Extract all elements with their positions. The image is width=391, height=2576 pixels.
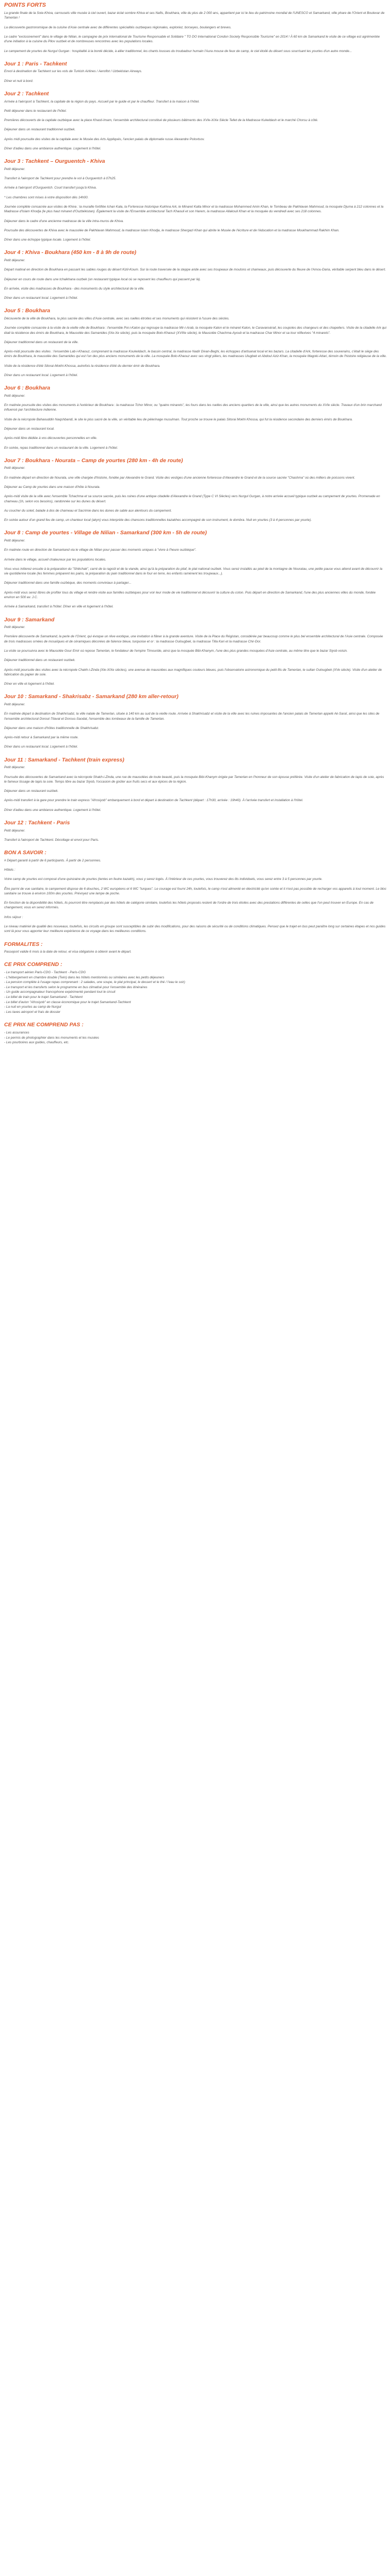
bon-a-savoir-title: BON A SAVOIR : bbox=[4, 850, 46, 856]
day-paragraph: Arrivée dans le village, accueil chaleureux par les populations locales. bbox=[4, 557, 106, 562]
day-paragraph: Transfert à l'aéroport de Tachkent. Décollage et envol pour Paris. bbox=[4, 838, 99, 842]
info-paragraph: Être parmi de vue sanitaire, le campement dispose de 6 douches, 2 WC européens et 6 WC "turques". Le courage est fourni 24h, toutefois, le camp n'est alimenté en électricité qu'en soirée et il n'est pas possible de recharger vos appareils à tout moment. Le bloc sanitaire se trouve à environ 100m des yourtes. Prévoyez une lampe de poche. bbox=[4, 887, 387, 895]
day-paragraph: Visite de la nécropole Bahaouddin Naqshbandi, le site le plus sacré de la ville, un véritable lieu de pèlerinage musulman. Tout proche se trouve le palais Sitorai Mokhi Khossa, qui fut la résidence secondaire des derniers émirs de Boukhara. bbox=[4, 417, 353, 421]
day-paragraph: Après-midi retour à Samarkand par la même route. bbox=[4, 736, 79, 740]
info-paragraph: En fonction de la disponibilité des hôtels, ils pourront être remplacés par des hôtels de catégorie similaire, toutefois les hôtels proposés restent de l'ordre de trois étoiles avec des prestations différentes de celles que l'on peut trouver en Europe. En cas de changement, vous en serez informés. bbox=[4, 901, 374, 910]
day-paragraph: Dîner en ville et logement à l'hôtel. bbox=[4, 682, 55, 686]
intro-paragraph: Le cadre "exclusivement" dans le village de Nilian, le campagne de prix international de Tourisme Responsable et Solidaire " TO DO International Condon Society Responsible Tourisme" en 2014 ! À 60 km de Samarkand le visite de ce village est agrémentée d'une initiation à la cuisine du Pilov ouzbek et de nombreuses rencontres avec les populations locales. bbox=[4, 35, 380, 44]
points-forts-title: POINTS FORTS bbox=[4, 2, 46, 8]
day-title: Jour 5 : Boukhara bbox=[4, 308, 51, 314]
day-paragraph: Dîner et nuit à bord. bbox=[4, 79, 34, 83]
day-8 bbox=[4, 530, 387, 609]
list-item: - Un guide accompagnateur francophone expérimenté pendant tout le circuit bbox=[4, 990, 116, 994]
day-1 bbox=[4, 61, 387, 83]
day-paragraph: Petit déjeuner. bbox=[4, 539, 25, 543]
day-paragraph: Déjeuner en cours de route dans une tchaikhana ouzbek (un restaurant typique local où se reposent les chauffeurs qui passent par là). bbox=[4, 277, 201, 281]
day-paragraph: Petit déjeuner. bbox=[4, 167, 25, 171]
day-paragraph: En matinée départ en direction de Nourata, une ville chargée d'histoire, fondée par Alexandre le Grand. Visite des vestiges d'une ancienne forteresse d'Alexandre le Grand et de la source sacrée "Chashma" où des milliers de poissons vivent. bbox=[4, 476, 355, 480]
prix-ne-comprend-title: CE PRIX NE COMPREND PAS : bbox=[4, 1022, 84, 1028]
info-paragraph: Hôtels : bbox=[4, 868, 15, 872]
day-paragraph: En matinée départ à destination de Shakhrisabz, la ville natale de Tamerlan, située à 140 km au sud de la vieille route. Arrivée à Shakhrisabz et visite de la ville avec les ruines imposantes de l'ancien palais de Tamerlan appelé Ak-Saraï, ainsi que les sites de l'ensemble architectural Dorout-Tilavat et Dorous-Saodat, l'ensemble des tombeaux de la famille de Tamerlan. bbox=[4, 712, 380, 721]
day-paragraph: Petit déjeuner. bbox=[4, 259, 25, 263]
list-item: - Les assurances bbox=[4, 1031, 29, 1035]
day-paragraph: Premières découverts de la capitale ouzbèque avec la place Khasti-Imam, l'ensemble architectural constitué de plusieurs bâtiments des XVIe-XIXe Siècle Tellet de la Madrasse Kukeldash et le marché Chorsu à côté. bbox=[4, 118, 318, 123]
info-paragraph: Le niveau matériel de qualité des nouveaux, toutefois, les circuits en groupe sont susceptibles de subir des modifications, pour des raisons de sécurité ou de conditions climatiques. Pensez que le trajet en bus peut paraître long sur certaines étapes et nos guides sont là pour vous apporter leur meilleure expérience de ce voyage dans les meilleures conditions. bbox=[4, 924, 386, 934]
intro-paragraph: La découverte gastronomique de la cuisine d'Asie centrale avec de différentes spécialités ouzbeques régionales, exploriez, borseyes, boulangers et breves. bbox=[4, 25, 232, 29]
day-paragraph: Dîner d'adieu dans une ambiance authentique. Logement à l'hôtel. bbox=[4, 147, 101, 151]
day-paragraph: Vous vous initierez ensuite à la préparation du "Shikchak", carré de la ragoût et de la viande, ainsi qu'à la préparation du pilaf, le plat national ouzbek. Vous serez installés au pied de la montagne de Nouratau, une petite pause vous attend avant de découvrir la vie quotidienne locale (les femmes préparent les pains, la préparation du pain traditionnel dans le four en terre, les enfants ramènent les troupeaux...). bbox=[4, 567, 383, 576]
day-paragraph: Déjeuner traditionnel dans un restaurant de la ville. bbox=[4, 340, 79, 344]
day-paragraph: Première découverte de Samarkand, la perle de l'Orient, qui évoque un rêve exotique, une invitation à flâner à la grande aventure. Visite de la Place du Régistan, considérée par beaucoup comme le plus bel ensemble architectural de l'Asie centrale. Composée de trois madrasses ornées de mosaïques et de céramiques décorées de faïence bleue, turquoise et or : la madrasse Oulougbek, la madrasse Tilla Kari et la madrasse Chir-Dor. bbox=[4, 635, 383, 643]
day-paragraph: Déjeuner traditionnel dans un restaurant ouzbek. bbox=[4, 658, 76, 663]
day-paragraph: Dîner d'adieu dans une ambiance authentique. Logement à l'hôtel. bbox=[4, 808, 101, 812]
day-paragraph: Arrivée à Samarkand, transfert à l'hôtel. Dîner en ville et logement à l'hôtel. bbox=[4, 605, 114, 609]
day-title: Jour 2 : Tachkent bbox=[4, 91, 49, 97]
info-paragraph: Passeport valide 6 mois à la date de retour, et visa obligatoire à obtenir avant le départ. bbox=[4, 950, 132, 954]
day-paragraph: Dîner dans un restaurant local. Logement à l'hôtel. bbox=[4, 296, 78, 300]
day-paragraph: Petit déjeuner. bbox=[4, 394, 25, 398]
list-item: - La nuit en yourtes au camp de Nurgul bbox=[4, 1005, 61, 1009]
day-paragraph: En soirée, repas traditionnel dans un restaurant de la ville. Logement à l'hôtel. bbox=[4, 446, 118, 450]
day-title: Jour 1 : Paris - Tachkent bbox=[4, 60, 67, 67]
prix-comprend-section bbox=[4, 961, 387, 1014]
day-title: Jour 8 : Camp de yourtes - Village de Nilian - Samarkand (300 km - 5h de route) bbox=[4, 530, 207, 536]
day-title: Jour 4 : Khiva - Boukhara (450 km - 8 à 9h de route) bbox=[4, 249, 137, 256]
prix-comprend-list bbox=[4, 970, 387, 1014]
list-item: - Le transport et les transferts selon le programme en bus climatisé pour l'ensemble des itinéraires bbox=[4, 985, 148, 989]
day-title: Jour 3 : Tachkent – Ourguentch - Khiva bbox=[4, 158, 105, 165]
day-paragraph: La visite se poursuivra avec le Mausolée Gour Emir où repose Tamerlan, le fondateur de l'empire Timouride, ainsi que la mosquée Bibi-Khanym, l'une des plus grandes mosquées d'Asie centrale, au même titre que le bazar Siyob voisin. bbox=[4, 649, 348, 653]
day-paragraph: En soirée autour d'un grand feu de camp, un chanteur local (akyn) vous interprète des chansons traditionnelles kazakhes accompagné de son instrument, le dombra. Nuit en yourtes (3 à 4 personnes par yourte). bbox=[4, 518, 312, 522]
list-item: - Le billet d'avion "Afrosiyob" en classe économique pour le trajet Samarkand-Tachkent bbox=[4, 1000, 131, 1004]
day-10 bbox=[4, 693, 387, 749]
day-paragraph: Après-midi transfert à la gare pour prendre le train express "Afrosiyob" embarquement à bord et départ à destination de Tachkent (départ : 17h30, arrivée : 19h40). À l'arrivée transfert et installation à l'hôtel. bbox=[4, 799, 303, 803]
formalites-section bbox=[4, 941, 387, 955]
day-paragraph: Petit déjeuner. bbox=[4, 466, 25, 470]
day-paragraph: Après-midi poursuite des visites : l'ensemble Lab-i-Khaouz, comprenant la madrasse Koukeldach, le bassin central, la madrasse Nadir Divan-Beghi, les échoppes d'artisanat local et les bazars. La citadelle d'Ark, forteresse des souverains, c'était le siège des émirs de Boukhara, le mausolée des Samanides qui est l'un des plus anciens monuments de la ville. La mosquée Bolo-Khaouz avec ses vingt piliers, les madrasses Ulugbek et Abdoul Aziz-Khan, la mosquée Magoki-Attari, témoin de l'histoire religieuse de la ville. bbox=[4, 350, 387, 359]
prix-comprend-title: CE PRIX COMPREND : bbox=[4, 961, 62, 968]
list-item: - Le permis de photographier dans les monuments et les musées bbox=[4, 1036, 100, 1040]
day-paragraph: Déjeuner dans une maison d'hôtes traditionnelle de Shakhrisabz. bbox=[4, 726, 100, 730]
day-paragraph: Dîner dans un restaurant local. Logement à l'hôtel. bbox=[4, 374, 78, 377]
day-paragraph: En matinée poursuite des visites des monuments à l'extérieur de Boukhara : la madrasse Tchor Minor, ou "quatre minarets", les fours dans les ruelles des anciens quartiers de la ville, ainsi que les autres monuments du XVIe siècle. Travaux d'un brin marchand influencé par l'architecture indienne. bbox=[4, 403, 382, 412]
day-11 bbox=[4, 757, 387, 812]
day-paragraph: Arrivée à l'aéroport à Tachkent, la capitale de la région du pays. Accueil par le guide et par le chauffeur. Transfert à la maison à l'hôtel. bbox=[4, 99, 200, 104]
day-2 bbox=[4, 91, 387, 151]
day-title: Jour 6 : Boukhara bbox=[4, 385, 51, 392]
day-paragraph: Journée complète consacrée aux visites de Khiva : la muraille fortifiée Ichan Kala, la Forteresse historique Kukhna Ark, le Minaret Kalta Minor et la madrasse Mohammed Amin Khan, le Tombeau de Pakhlavan Mahmoud, la mosquée Djuma à 212 colonnes et la Madrasse d'Islam Khodja (le plus haut minaret d'Ouzbékistan). Également la visite de l'Ensemble architectural Tach Khaouli et son Harem, la madrasse Allakouli Khan et la mosquée du vendredi avec ses 218 colonnes. bbox=[4, 205, 384, 214]
day-paragraph: Petit déjeuner. bbox=[4, 625, 25, 630]
day-paragraph: Petit déjeuner. bbox=[4, 828, 25, 833]
day-paragraph: Après midi poursuite des visites de la capitale avec le Musée des Arts Appliqués, l'ancien palais de diplomatie russe Alexandre Polovtsov. bbox=[4, 137, 205, 141]
day-paragraph: Après-midi libre dédiée à vos découvertes personnelles en ville. bbox=[4, 436, 97, 440]
day-title: Jour 7 : Boukhara - Nourata – Camp de yourtes (280 km - 4h de route) bbox=[4, 457, 183, 464]
prix-ne-comprend-list bbox=[4, 1030, 387, 1045]
day-paragraph: Poursuite des découvertes de Samarkand avec la nécropole Shakh-i-Zinda, une rue de mausolées de toute beauté, puis la mosquée Bibi-Khanym érigée par Tamerlan en l'honneur de son épouse préférée. Visite d'un atelier de fabrication de tapis de soie, après le fameux tissage de tapis la soie. Temps libre au bazar Siyob, l'occasion de goûter aux fruits secs et aux épices de la région. bbox=[4, 775, 384, 784]
bon-a-savoir-section bbox=[4, 850, 387, 934]
day-paragraph: Petit déjeuner. bbox=[4, 766, 25, 770]
list-item: - Les taxes aéroport et frais de dossier bbox=[4, 1010, 61, 1014]
list-item: - L'hébergement en chambre double (Twin) dans les hôtels mentionnés ou similaires avec les petits déjeuners bbox=[4, 975, 165, 979]
day-paragraph: Dîner dans une échoppe typique locale. Logement à l'hôtel. bbox=[4, 238, 91, 242]
day-4 bbox=[4, 249, 387, 300]
list-item: - Le transport aérien Paris-CDG - Tachkent - Paris-CDG bbox=[4, 970, 86, 974]
day-paragraph: Arrivée à l'aéroport d'Ourguentch. Court transfert jusqu'à Khiva. bbox=[4, 186, 97, 190]
list-item: - Les pourboires aux guides, chauffeurs, etc. bbox=[4, 1041, 70, 1045]
day-paragraph: Au coucher du soleil, balade à dos de chameau et Sacrimie dans les dunes de sable aux alentours du campement. bbox=[4, 509, 172, 513]
day-paragraph: Petit déjeuner. bbox=[4, 702, 25, 706]
intro-paragraph: La grande finale de la Soie-Khiva, carrousels ville musée à ciel ouvert, bazar éclat sombre Khiva et ses Nafts, Boukhara, ville du plus de 2 000 ans, appartient par ici le lieu du patrimoine mondial de l'UNESCO et Samarkand, ville phare de l'Orient et Boulevar de Tamerlan ! bbox=[4, 11, 385, 20]
day-paragraph: Petit déjeuner dans le restaurant de l'hôtel. bbox=[4, 109, 67, 113]
day-paragraph: Déjeuner au Camp de yourtes dans une maison d'hôte à Nourata. bbox=[4, 485, 101, 489]
day-paragraph: Découverte de la ville de Boukhara, la plus sacrée des villes d'Asie centrale, avec ses ruelles étroites et ses monuments qui résistent à l'usure des siècles. bbox=[4, 317, 230, 321]
intro-paragraph: Le campement de yourtes de Nurgul Gurgan : hospitalité à la bonté décide, à allier traditionnel, les chants lousses du troubadour humain l'Aura mouse de feux de camp, le ciel étoilé du désert sous sourrisant les yourtes d'un autre monde... bbox=[4, 49, 352, 53]
day-paragraph: En matinée route en direction de Samarkand via le village de Nilian pour passer des moments uniques à "vivre à l'heure ouzbèque". bbox=[4, 548, 197, 552]
day-12 bbox=[4, 820, 387, 842]
day-paragraph: Poursuite des découvertes de Khiva avec le mausolée de Pakhlavan Mahmoud, la madrasse Islam Khodja, le madrasse Shergazi Khan qui abrite le Musée de l'écriture et de l'éducation et la madrasse Moukhammad Rakhim Khan. bbox=[4, 228, 340, 232]
day-paragraph: Journée complète consacrée à la visite de la vieille ville de Boukhara : l'ensemble Poi-i-Kalon qui regroupe la madrasse Mir-i-Arab, la mosquée Kalon et le minaret Kalon, le Caravansérail, les coupoles des changeurs et des chapeliers. Visite de la citadelle Ark qui était la résidence des émirs de Boukhara, le Mausolée des Samanides (IXe-Xe siècle), puis la mosquée Bolo-Khaouz (XVIIIe siècle), le Mausolée Chachma-Ayoub et la madrasse Char Minor et sa tour réflexives "4 minarets". bbox=[4, 326, 387, 335]
day-paragraph: Déjeuner dans un restaurant local. bbox=[4, 427, 55, 431]
day-paragraph: Départ matinal en direction de Boukhara en passant les sables rouges du désert Kizil-Koum. Sur la route traversée de la steppe aride avec ses troupeaux de moutons et chameaux, puis découverte du fleuve de l'Amou-Daria, véritable serpent bleu dans le désert. bbox=[4, 268, 386, 272]
list-item: - Le billet de train pour le trajet Samarkand - Tachkent bbox=[4, 995, 83, 999]
day-6 bbox=[4, 385, 387, 450]
day-paragraph: Envol à destination de Tachkent sur les vols de Turkish Airlines / Aeroflot / Uzbekistan Airways. bbox=[4, 70, 142, 74]
day-paragraph: Après-midi vous serez libres de profiter tous du village et rendre visite aux familles ouzbèques pour voir leur mode de vie traditionnel et découvrir la culture du coton. Puis départ en direction de Samarkand, l'une des plus anciennes villes du monde, fondée environ en 500 av. J.C. bbox=[4, 590, 376, 599]
day-paragraph: Après-midi poursuite des visites avec la nécropole Chakh-i-Zinda (XIe-XIXe siècles), une avenue de mausolées aux magnifiques couleurs bleues, puis l'observatoire astronomique du petit-fils de Tamerlan, le sultan Oulougbek (XVe siècle). Visite d'un atelier de fabrication du papier de soie. bbox=[4, 668, 382, 676]
info-paragraph: Votre camp de yourtes est composé d'une quinzaine de yourtes (tentes en feutre kazakh), vous y serez logés. À l'intérieur de ces yourtes, vous trouverez des lits individuels, vous serez entre 3 à 5 personnes par yourte. bbox=[4, 877, 323, 882]
info-paragraph: Infos séjour : bbox=[4, 915, 23, 919]
day-paragraph: Déjeuner dans un restaurant ouzbek. bbox=[4, 789, 59, 793]
day-title: Jour 10 : Samarkand - Shakrisabz - Samarkand (280 km aller-retour) bbox=[4, 693, 178, 700]
day-title: Jour 12 : Tachkent - Paris bbox=[4, 819, 70, 826]
day-paragraph: Après-midi visite de la ville avec l'ensemble Tchachma et sa source sacrée, puis les ruines d'une antique citadelle d'Alexandre le Grand (Type C VI Siècles) vers Nurgul Gurgan, à notre arrivée accueil typique ouzbek au campement de yourtes. Promenade en chameau (1h, selon vos besoins), randonnée sur les dunes du désert. bbox=[4, 495, 380, 503]
info-paragraph: # Départ garanti à partir de 6 participants. À partir de 2 personnes. bbox=[4, 858, 101, 862]
day-7 bbox=[4, 457, 387, 523]
day-paragraph: Transfert à l'aéroport de Tachkent pour prendre le vol à Ourguentch à 07h25. bbox=[4, 177, 117, 181]
day-paragraph: Visite de la résidence d'été Sitorai-Mokhi-Khossa, autrefois la résidence d'été du dernier émir de Boukhara. bbox=[4, 364, 160, 368]
page bbox=[0, 0, 391, 1060]
day-paragraph: Déjeuner dans le cadre d'une ancienne madrasse de la ville intra-muros de Khiva. bbox=[4, 219, 124, 223]
day-paragraph: Dîner dans un restaurant local. Logement à l'hôtel. bbox=[4, 745, 78, 749]
day-paragraph: Déjeuner dans un restaurant traditionnel ouzbek. bbox=[4, 128, 76, 132]
day-paragraph: Déjeuner traditionnel dans une famille ouzbèque, des moments conviviaux à partager... bbox=[4, 581, 132, 585]
day-title: Jour 11 : Samarkand - Tachkent (train express) bbox=[4, 756, 124, 763]
day-9 bbox=[4, 617, 387, 687]
day-paragraph: En arrivée, visite des madrasses de Boukhara - des monuments du style architectural de la ville. bbox=[4, 286, 145, 291]
day-5 bbox=[4, 308, 387, 378]
intro-section bbox=[4, 11, 387, 54]
list-item: - La pension complète à l'usage repas comprenant : 2 salades, une soupe, le plat principal, le dessert et le thé / l'eau le soir) bbox=[4, 980, 185, 985]
day-3 bbox=[4, 158, 387, 242]
day-paragraph: * Les chambres sont mises à votre disposition dès 14h00. bbox=[4, 195, 89, 199]
day-title: Jour 9 : Samarkand bbox=[4, 616, 55, 623]
formalites-title: FORMALITES : bbox=[4, 941, 43, 947]
prix-ne-comprend-section bbox=[4, 1022, 387, 1045]
